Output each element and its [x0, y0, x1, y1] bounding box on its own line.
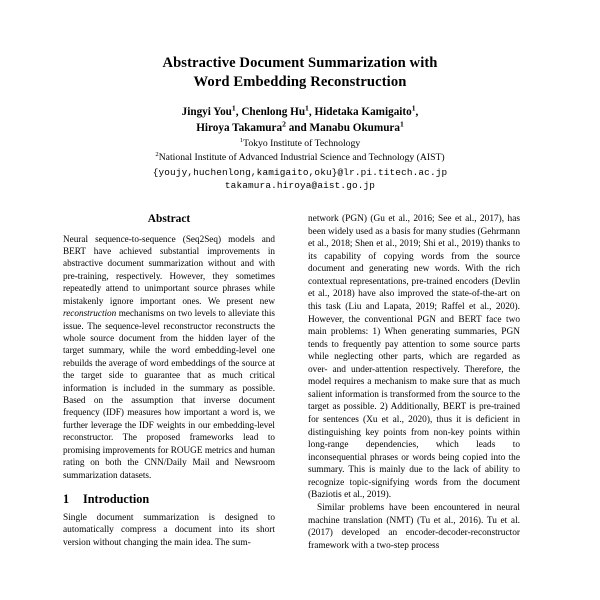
author-line-2 [0, 121, 600, 136]
abstract-text-after: mechanisms on two levels to alleviate this issue. The sequence-level reconstructor reconstructs the whole source document from the hidden layer of the target summary, while the word embedding-level one rebuilds the average of word embeddings of the source at the target side to guarantee that as much critical information is included in the summary as possible. Based on the assumption that inverse document frequency (IDF) measures how important a word is, we further leverage the IDF weights in our embedding-level reconstructor. The proposed frameworks lead to promising improvements for ROUGE metrics and human rating on both the CNN/Daily Mail and Newsroom summarization datasets. [63, 308, 275, 480]
author-names-row-2: Hiroya Takamura$^2$ and Manabu Okumura$^1$ [196, 119, 404, 134]
affiliation-2-label: National Institute of Advanced Industrial Science and Technology (AIST) [158, 151, 445, 163]
author-affil-marker: 1 [411, 103, 416, 113]
affiliation-2 [0, 151, 600, 164]
title-block [0, 0, 600, 192]
affiliation-list [0, 137, 600, 164]
body-columns [63, 213, 538, 552]
left-column [63, 213, 275, 552]
author-affil-marker: 1 [400, 119, 404, 129]
author-names-row-1: Jingyi You$^1$, Chenlong Hu$^1$, Hidetaka Kamigaito$^1$, [181, 103, 419, 119]
page-title [90, 54, 510, 91]
email-line-2: takamura.hiroya@aist.go.jp [224, 179, 376, 191]
abstract-paragraph [63, 233, 275, 481]
author-affil-marker: 2 [282, 119, 286, 129]
affiliation-marker-2: 2 [155, 150, 159, 158]
email-block [0, 167, 600, 192]
introduction-paragraph-continued: network (PGN) (Gu et al., 2016; See et al., 2017), has been widely used as a basis for many studies (Gehrmann et al., 2018; Shen et al., 2019; Shi et al., 2019) thanks to its capability of copying words from the source document and generating new words. With the rich contextual representations, pre-trained encoders (Devlin et al., 2018) have also improved the state-of-the-art on this task (Liu and Lapata, 2019; Raffel et al., 2020). However, the conventional PGN and BERT face two main problems: 1) When generating summaries, PGN tends to frequently pay attention to some source parts while neglecting other parts, which are regarded as over- and under-attention respectively. Therefore, the model requires a mechanism to make sure that as much salient information is transformed from the source to the target as possible. 2) Additionally, BERT is pre-trained for sentences (Xu et al., 2020), thus it is deficient in distinguishing key points from non-key points within long-range dependencies, which leads to inconsequential phrases or words being copied into the summary. This is mainly due to the lack of ability to recognize topic-signifying words from the document (Baziotis et al., 2019). [308, 214, 520, 501]
section-heading-introduction [63, 492, 275, 507]
affiliation-1 [0, 137, 600, 150]
right-column [308, 213, 520, 552]
abstract-text-before: Neural sequence-to-sequence (Seq2Seq) models and BERT have achieved substantial improvements in abstractive document summarization without and with pre-training, respectively. However, they sometimes repeatedly attend to unimportant source phrases while mistakenly ignore important ones. We present new [63, 233, 275, 306]
author-list [0, 105, 600, 136]
introduction-paragraph-1: Single document summarization is designed to automatically compress a document into its short version without changing the main idea. The sum- [63, 512, 275, 548]
email-line-1: {youjy,huchenlong,kamigaito,oku}@lr.pi.titech.ac.jp [152, 167, 448, 178]
title-line-2: Word Embedding Reconstruction [193, 73, 407, 90]
abstract-italic-term: reconstruction [63, 308, 117, 319]
introduction-paragraph-2: Similar problems have been encountered in neural machine translation (NMT) (Tu et al., 2016). Tu et al. (2017) developed an encoder-decoder-reconstructor framework with a two-step process [308, 502, 520, 551]
affiliation-1-label: Tokyo Institute of Technology [243, 138, 361, 150]
author-line-1 [0, 105, 600, 120]
abstract-heading: Abstract [147, 213, 191, 225]
section-number: 1 [63, 491, 70, 506]
title-line-1: Abstractive Document Summarization with [162, 55, 438, 71]
section-title: Introduction [83, 491, 150, 506]
affiliation-marker-1: 1 [239, 137, 244, 145]
author-affil-marker: 1 [231, 103, 236, 113]
author-affil-marker: 1 [305, 103, 309, 113]
